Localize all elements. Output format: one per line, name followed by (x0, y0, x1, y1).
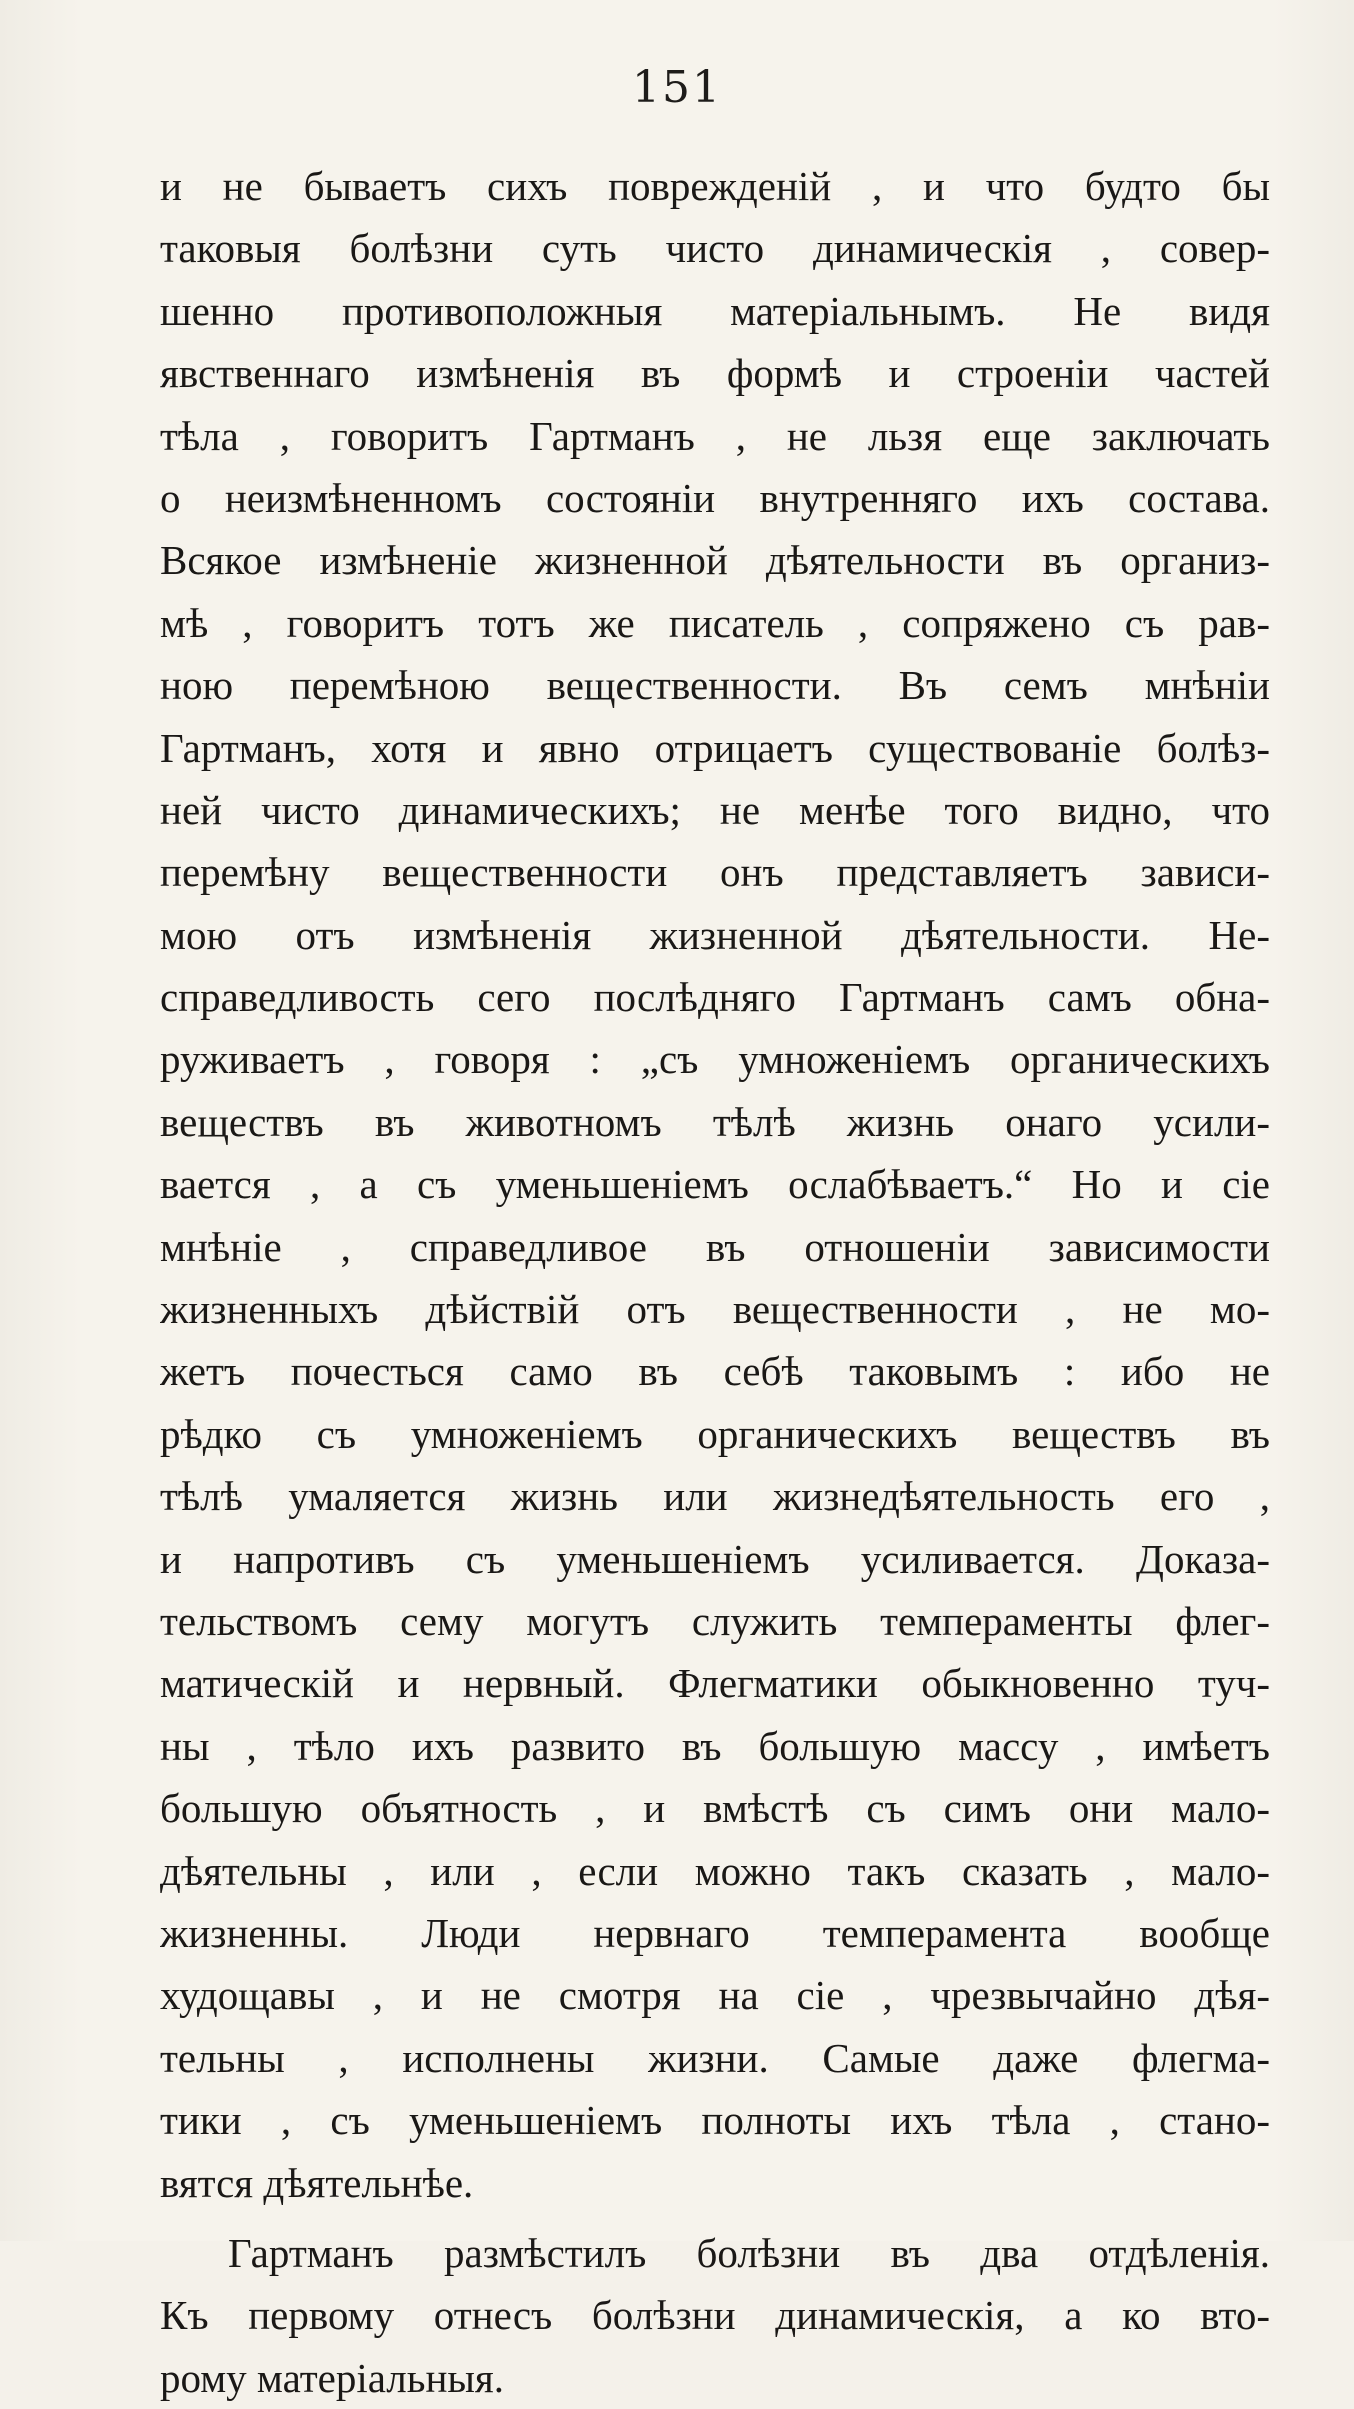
text-line: Къ первому отнесъ болѣзни динамическія, а ко вто- (160, 2292, 1270, 2339)
text-line: ны , тѣло ихъ развито въ большую массу , имѣетъ (160, 1722, 1270, 1769)
text-line: вается , а съ уменьшеніемъ ослабѣваетъ.“ Но и сіе (160, 1161, 1270, 1208)
text-line: и не бываетъ сихъ поврежденій , и что будто бы (160, 163, 1270, 209)
text-line: перемѣну вещественности онъ представляетъ зависи- (160, 849, 1270, 896)
text-line: вятся дѣятельнѣе. (160, 2159, 474, 2206)
text-line: справедливость сего послѣдняго Гартманъ самъ обна- (160, 974, 1270, 1021)
text-line: тельны , исполнены жизни. Самые даже флегма- (160, 2034, 1270, 2081)
text-line: таковыя болѣзни суть чисто динамическія , совер- (160, 225, 1270, 272)
text-line: худощавы , и не смотря на сіе , чрезвычайно дѣя- (160, 1972, 1270, 2019)
text-line: жизненныхъ дѣйствій отъ вещественности , не мо- (160, 1286, 1270, 1333)
text-line: Всякое измѣненіе жизненной дѣятельности въ организ- (160, 537, 1270, 584)
text-line: тельствомъ сему могутъ служить темпераменты флег- (160, 1597, 1270, 1644)
text-line: Гартманъ размѣстилъ болѣзни въ два отдѣленія. (228, 2229, 1270, 2276)
text-line: явственнаго измѣненія въ формѣ и строеніи частей (160, 350, 1270, 397)
text-line: Гартманъ, хотя и явно отрицаетъ существованіе болѣз- (160, 724, 1270, 771)
text-line: тѣлѣ умаляется жизнь или жизнедѣятельность его , (160, 1473, 1270, 1520)
text-line: мою отъ измѣненія жизненной дѣятельности. Не- (160, 911, 1270, 958)
text-line: тики , съ уменьшеніемъ полноты ихъ тѣла , стано- (160, 2097, 1270, 2144)
text-line: тѣла , говоритъ Гартманъ , не льзя еще заключать (160, 412, 1270, 459)
text-line: мнѣніе , справедливое въ отношеніи зависимости (160, 1223, 1270, 1270)
text-line: жизненны. Люди нервнаго темперамента вообще (160, 1909, 1270, 1956)
text-line: рому матеріальныя. (160, 2354, 505, 2401)
text-line: мѣ , говоритъ тотъ же писатель , сопряжено съ рав- (160, 599, 1270, 646)
text-line: руживаетъ , говоря : „съ умноженіемъ органическихъ (160, 1036, 1270, 1083)
text-line: дѣятельны , или , если можно такъ сказать , мало- (160, 1847, 1270, 1894)
page-number: 151 (632, 62, 722, 113)
text-line: матическій и нервный. Флегматики обыкновенно туч- (160, 1660, 1270, 1707)
paragraph-gap (160, 2214, 1270, 2222)
text-line: и напротивъ съ уменьшеніемъ усиливается. Доказа- (160, 1535, 1270, 1582)
text-line: ней чисто динамическихъ; не менѣе того видно, что (160, 786, 1270, 833)
text-line: жетъ почесться само въ себѣ таковымъ : ибо не (160, 1348, 1270, 1395)
text-line: шенно противоположныя матеріальнымъ. Не видя (160, 287, 1270, 334)
text-line: о неизмѣненномъ состояніи внутренняго ихъ состава. (160, 474, 1270, 521)
text-line: большую объятность , и вмѣстѣ съ симъ они мало- (160, 1785, 1270, 1832)
text-line: веществъ въ животномъ тѣлѣ жизнь онаго усили- (160, 1098, 1270, 1145)
text-line: рѣдко съ умноженіемъ органическихъ веществъ въ (160, 1410, 1270, 1457)
text-line: ною перемѣною вещественности. Въ семъ мнѣніи (160, 662, 1270, 709)
body-text (160, 155, 1270, 2409)
